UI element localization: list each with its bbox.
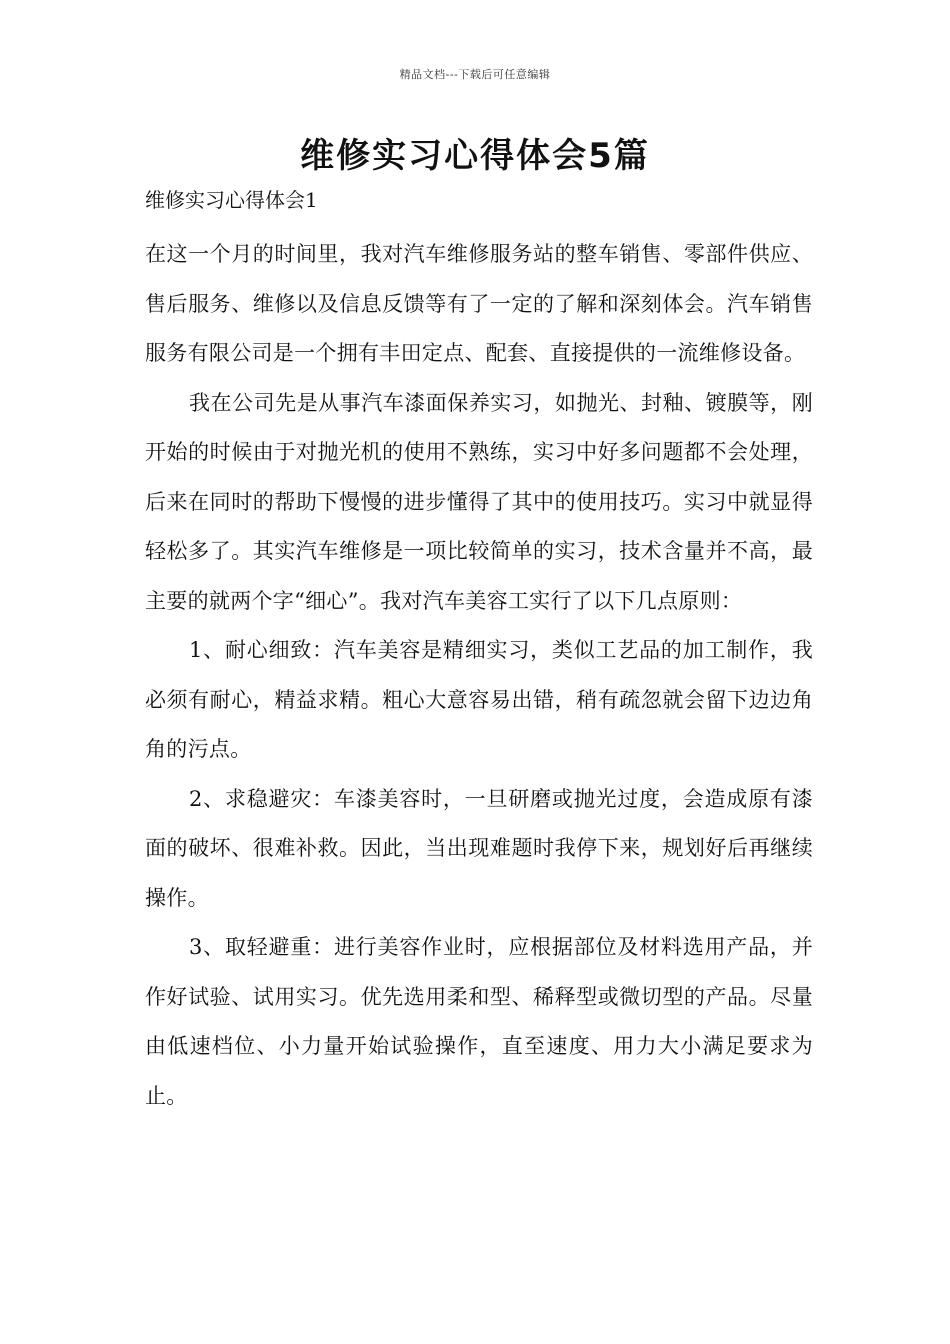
header-note: 精品文档---下载后可任意编辑 bbox=[399, 68, 551, 81]
paragraph-principle-3: 3、取轻避重：进行美容作业时，应根据部位及材料选用产品，并作好试验、试用实习。优先选用柔和型、稀释型或微切型的产品。尽量由低速档位、小力量开始试验操作，直至速度、用力大小满足要求为止。 bbox=[145, 935, 813, 1108]
document-title: 维修实习心得体会5篇 bbox=[300, 136, 650, 176]
paragraph-principle-1: 1、耐心细致：汽车美容是精细实习，类似工艺品的加工制作，我必须有耐心，精益求精。粗心大意容易出错，稍有疏忽就会留下边边角角的污点。 bbox=[145, 638, 813, 761]
paragraph-practice: 我在公司先是从事汽车漆面保养实习，如抛光、封釉、镀膜等，刚开始的时候由于对抛光机的使用不熟练，实习中好多问题都不会处理，后来在同时的帮助下慢慢的进步懂得了其中的使用技巧。实习中就显得轻松多了。其实汽车维修是一项比较简单的实习，技术含量并不高，最主要的就两个字“细心”。我对汽车美容工实行了以下几点原则： bbox=[145, 390, 813, 613]
section-subtitle: 维修实习心得体会1 bbox=[145, 188, 318, 212]
paragraph-principle-2: 2、求稳避灾：车漆美容时，一旦研磨或抛光过度，会造成原有漆面的破坏、很难补救。因此，当出现难题时我停下来，规划好后再继续操作。 bbox=[145, 786, 813, 910]
paragraph-intro: 在这一个月的时间里，我对汽车维修服务站的整车销售、零部件供应、售后服务、维修以及信息反馈等有了一定的了解和深刻体会。汽车销售服务有限公司是一个拥有丰田定点、配套、直接提供的一流维修设备。 bbox=[145, 242, 813, 365]
document-body bbox=[145, 230, 813, 1121]
